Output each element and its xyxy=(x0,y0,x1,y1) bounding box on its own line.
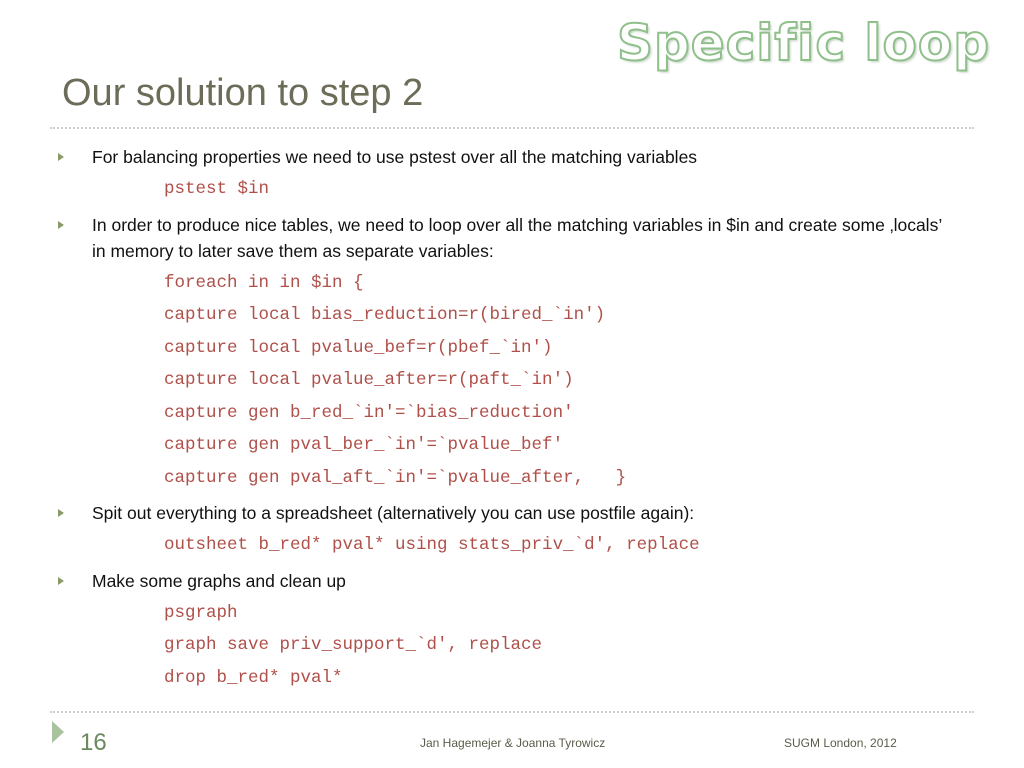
bullet-text: For balancing properties we need to use pstest over all the matching variables xyxy=(92,147,698,167)
code-line: foreach in in $in { xyxy=(164,272,364,293)
code-line: capture local pvalue_after=r(paft_`in') xyxy=(164,370,574,390)
bullet-text: In order to produce nice tables, we need to loop over all the matching variables in $in and create some ‚locals’ in memory to later save them as separate variables: xyxy=(92,214,942,261)
footer-event: SUGM London, 2012 xyxy=(784,736,897,750)
bottom-divider xyxy=(50,711,974,713)
slide-content xyxy=(58,140,958,694)
bullet-arrow-icon xyxy=(58,509,64,517)
bullet-item xyxy=(58,212,958,264)
top-divider xyxy=(50,127,974,129)
code-line: graph save priv_support_`d', replace xyxy=(164,635,543,655)
code-line: capture local bias_reduction=r(bired_`in') xyxy=(164,305,606,325)
code-line: drop b_red* pval* xyxy=(164,667,343,688)
code-line: psgraph xyxy=(164,602,238,623)
code-line: capture gen pval_ber_`in'=`pvalue_bef' xyxy=(164,435,564,455)
bullet-item xyxy=(58,144,958,170)
bullet-item xyxy=(58,568,958,594)
bullet-text: Spit out everything to a spreadsheet (alternatively you can use postfile again): xyxy=(92,503,695,523)
code-line: capture local pvalue_bef=r(pbef_`in') xyxy=(164,337,553,358)
bullet-item xyxy=(58,500,958,526)
code-line: capture gen pval_aft_`in'=`pvalue_after, } xyxy=(164,467,627,488)
code-line: capture gen b_red_`in'=`bias_reduction' xyxy=(164,402,574,423)
page-number: 16 xyxy=(80,729,107,756)
footer-arrow-icon xyxy=(52,721,64,743)
section-title: Specific loop xyxy=(616,14,990,72)
code-line: pstest $in xyxy=(164,179,270,199)
bullet-arrow-icon xyxy=(58,577,64,585)
slide-title: Our solution to step 2 xyxy=(62,72,424,114)
footer-authors: Jan Hagemejer & Joanna Tyrowicz xyxy=(420,736,606,750)
bullet-arrow-icon xyxy=(58,153,64,161)
code-line: outsheet b_red* pval* using stats_priv_`d', replace xyxy=(164,535,700,555)
bullet-text: Make some graphs and clean up xyxy=(92,570,346,591)
bullet-arrow-icon xyxy=(58,221,64,229)
